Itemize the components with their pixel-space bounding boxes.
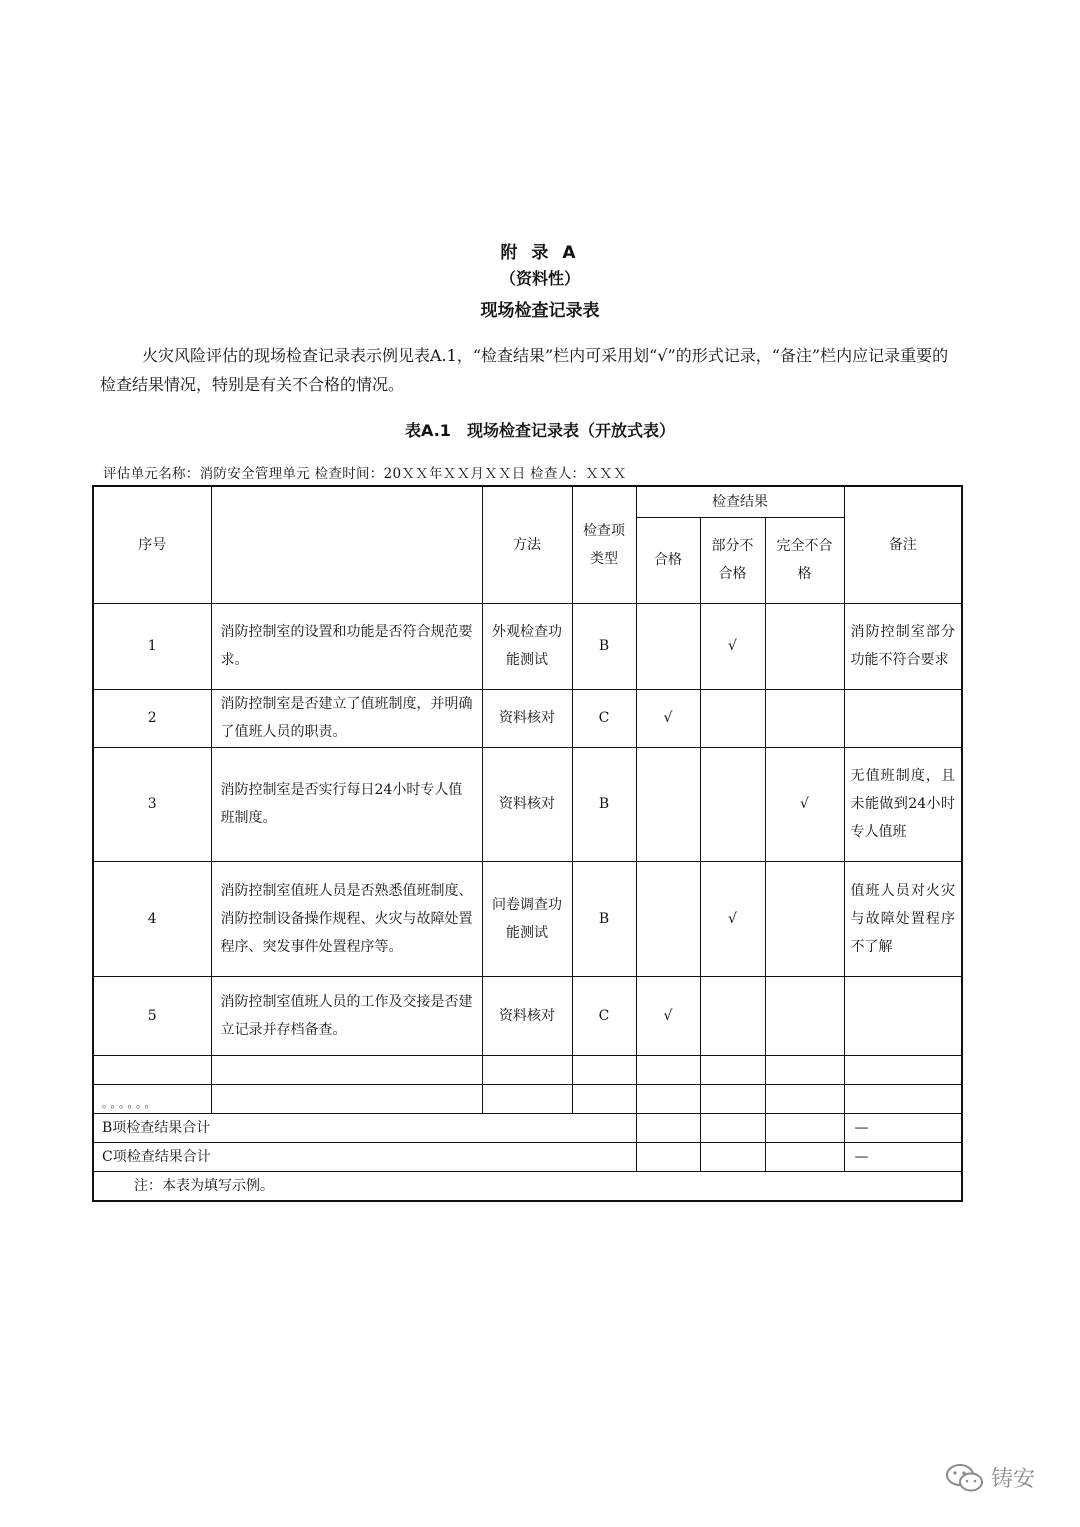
wechat-icon [945, 1463, 985, 1493]
row-method: 资料核对 [482, 747, 572, 861]
appendix-heading: 现场检查记录表 [480, 301, 600, 321]
header-method: 方法 [482, 486, 572, 603]
row-remark [844, 689, 962, 747]
table-row-blank [93, 1055, 962, 1084]
row-remark: 消防控制室部分功能不符合要求 [844, 603, 962, 689]
row-pass: √ [636, 689, 700, 747]
table-row [93, 747, 962, 861]
row-item: 消防控制室值班人员是否熟悉值班制度、消防控制设备操作规程、火灾与故障处置程序、突发事件处置程序等。 [211, 861, 482, 976]
row-type: B [572, 603, 636, 689]
appendix-subtitle: （资料性） [499, 269, 580, 288]
row-seq: 2 [93, 689, 211, 747]
summary-c-remark: — [844, 1142, 962, 1171]
row-fail [765, 976, 844, 1055]
appendix-title: 附 录 A [500, 243, 580, 263]
row-partial [700, 976, 765, 1055]
row-item: 消防控制室的设置和功能是否符合规范要求。 [211, 603, 482, 689]
row-method: 问卷调查功能测试 [482, 861, 572, 976]
row-item: 消防控制室是否实行每日24小时专人值班制度。 [211, 747, 482, 861]
header-item [211, 486, 482, 603]
row-method: 外观检查功能测试 [482, 603, 572, 689]
summary-row-c [93, 1142, 962, 1171]
header-type: 检查项类型 [572, 486, 636, 603]
watermark-text: 铸安 [991, 1467, 1036, 1492]
row-seq: 1 [93, 603, 211, 689]
table-row-ellipsis [93, 1084, 962, 1113]
summary-b-remark: — [844, 1113, 962, 1142]
header-seq: 序号 [93, 486, 211, 603]
row-item: 消防控制室值班人员的工作及交接是否建立记录并存档备查。 [211, 976, 482, 1055]
row-pass: √ [636, 976, 700, 1055]
row-seq: 3 [93, 747, 211, 861]
header-remark: 备注 [844, 486, 962, 603]
row-pass [636, 603, 700, 689]
table-row [93, 861, 962, 976]
info-line: 评估单元名称：消防安全管理单元 检查时间：20ＸＸ年ＸＸ月ＸＸ日 检查人：ＸＸＸ [103, 466, 627, 482]
row-type: B [572, 747, 636, 861]
header-fail: 完全不合格 [765, 517, 844, 603]
table-row [93, 689, 962, 747]
row-remark: 无值班制度，且未能做到24小时专人值班 [844, 747, 962, 861]
table-title: 表A.1 现场检查记录表（开放式表） [405, 421, 675, 440]
summary-row-b [93, 1113, 962, 1142]
header-pass: 合格 [636, 517, 700, 603]
table-row [93, 603, 962, 689]
note-row [93, 1171, 962, 1201]
row-partial [700, 747, 765, 861]
inspection-table [92, 485, 963, 1202]
summary-c-label: C项检查结果合计 [93, 1142, 636, 1171]
row-pass [636, 861, 700, 976]
row-fail [765, 861, 844, 976]
row-type: C [572, 976, 636, 1055]
row-partial: √ [700, 861, 765, 976]
row-remark [844, 976, 962, 1055]
ellipsis-cell: 。。。。。。 [93, 1084, 211, 1113]
row-fail: √ [765, 747, 844, 861]
row-seq: 5 [93, 976, 211, 1055]
row-item: 消防控制室是否建立了值班制度，并明确了值班人员的职责。 [211, 689, 482, 747]
row-partial: √ [700, 603, 765, 689]
summary-b-label: B项检查结果合计 [93, 1113, 636, 1142]
watermark [945, 1462, 1035, 1493]
row-method: 资料核对 [482, 976, 572, 1055]
header-result-group: 检查结果 [636, 486, 844, 517]
intro-paragraph: 火灾风险评估的现场检查记录表示例见表A.1，“检查结果”栏内可采用划“√”的形式记录，“备注”栏内应记录重要的检查结果情况，特别是有关不合格的情况。 [100, 346, 949, 394]
table-row [93, 976, 962, 1055]
row-pass [636, 747, 700, 861]
row-partial [700, 689, 765, 747]
row-remark: 值班人员对火灾与故障处置程序不了解 [844, 861, 962, 976]
row-type: C [572, 689, 636, 747]
row-fail [765, 689, 844, 747]
row-type: B [572, 861, 636, 976]
header-partial: 部分不合格 [700, 517, 765, 603]
row-fail [765, 603, 844, 689]
row-seq: 4 [93, 861, 211, 976]
row-method: 资料核对 [482, 689, 572, 747]
table-note: 注：本表为填写示例。 [93, 1171, 962, 1201]
